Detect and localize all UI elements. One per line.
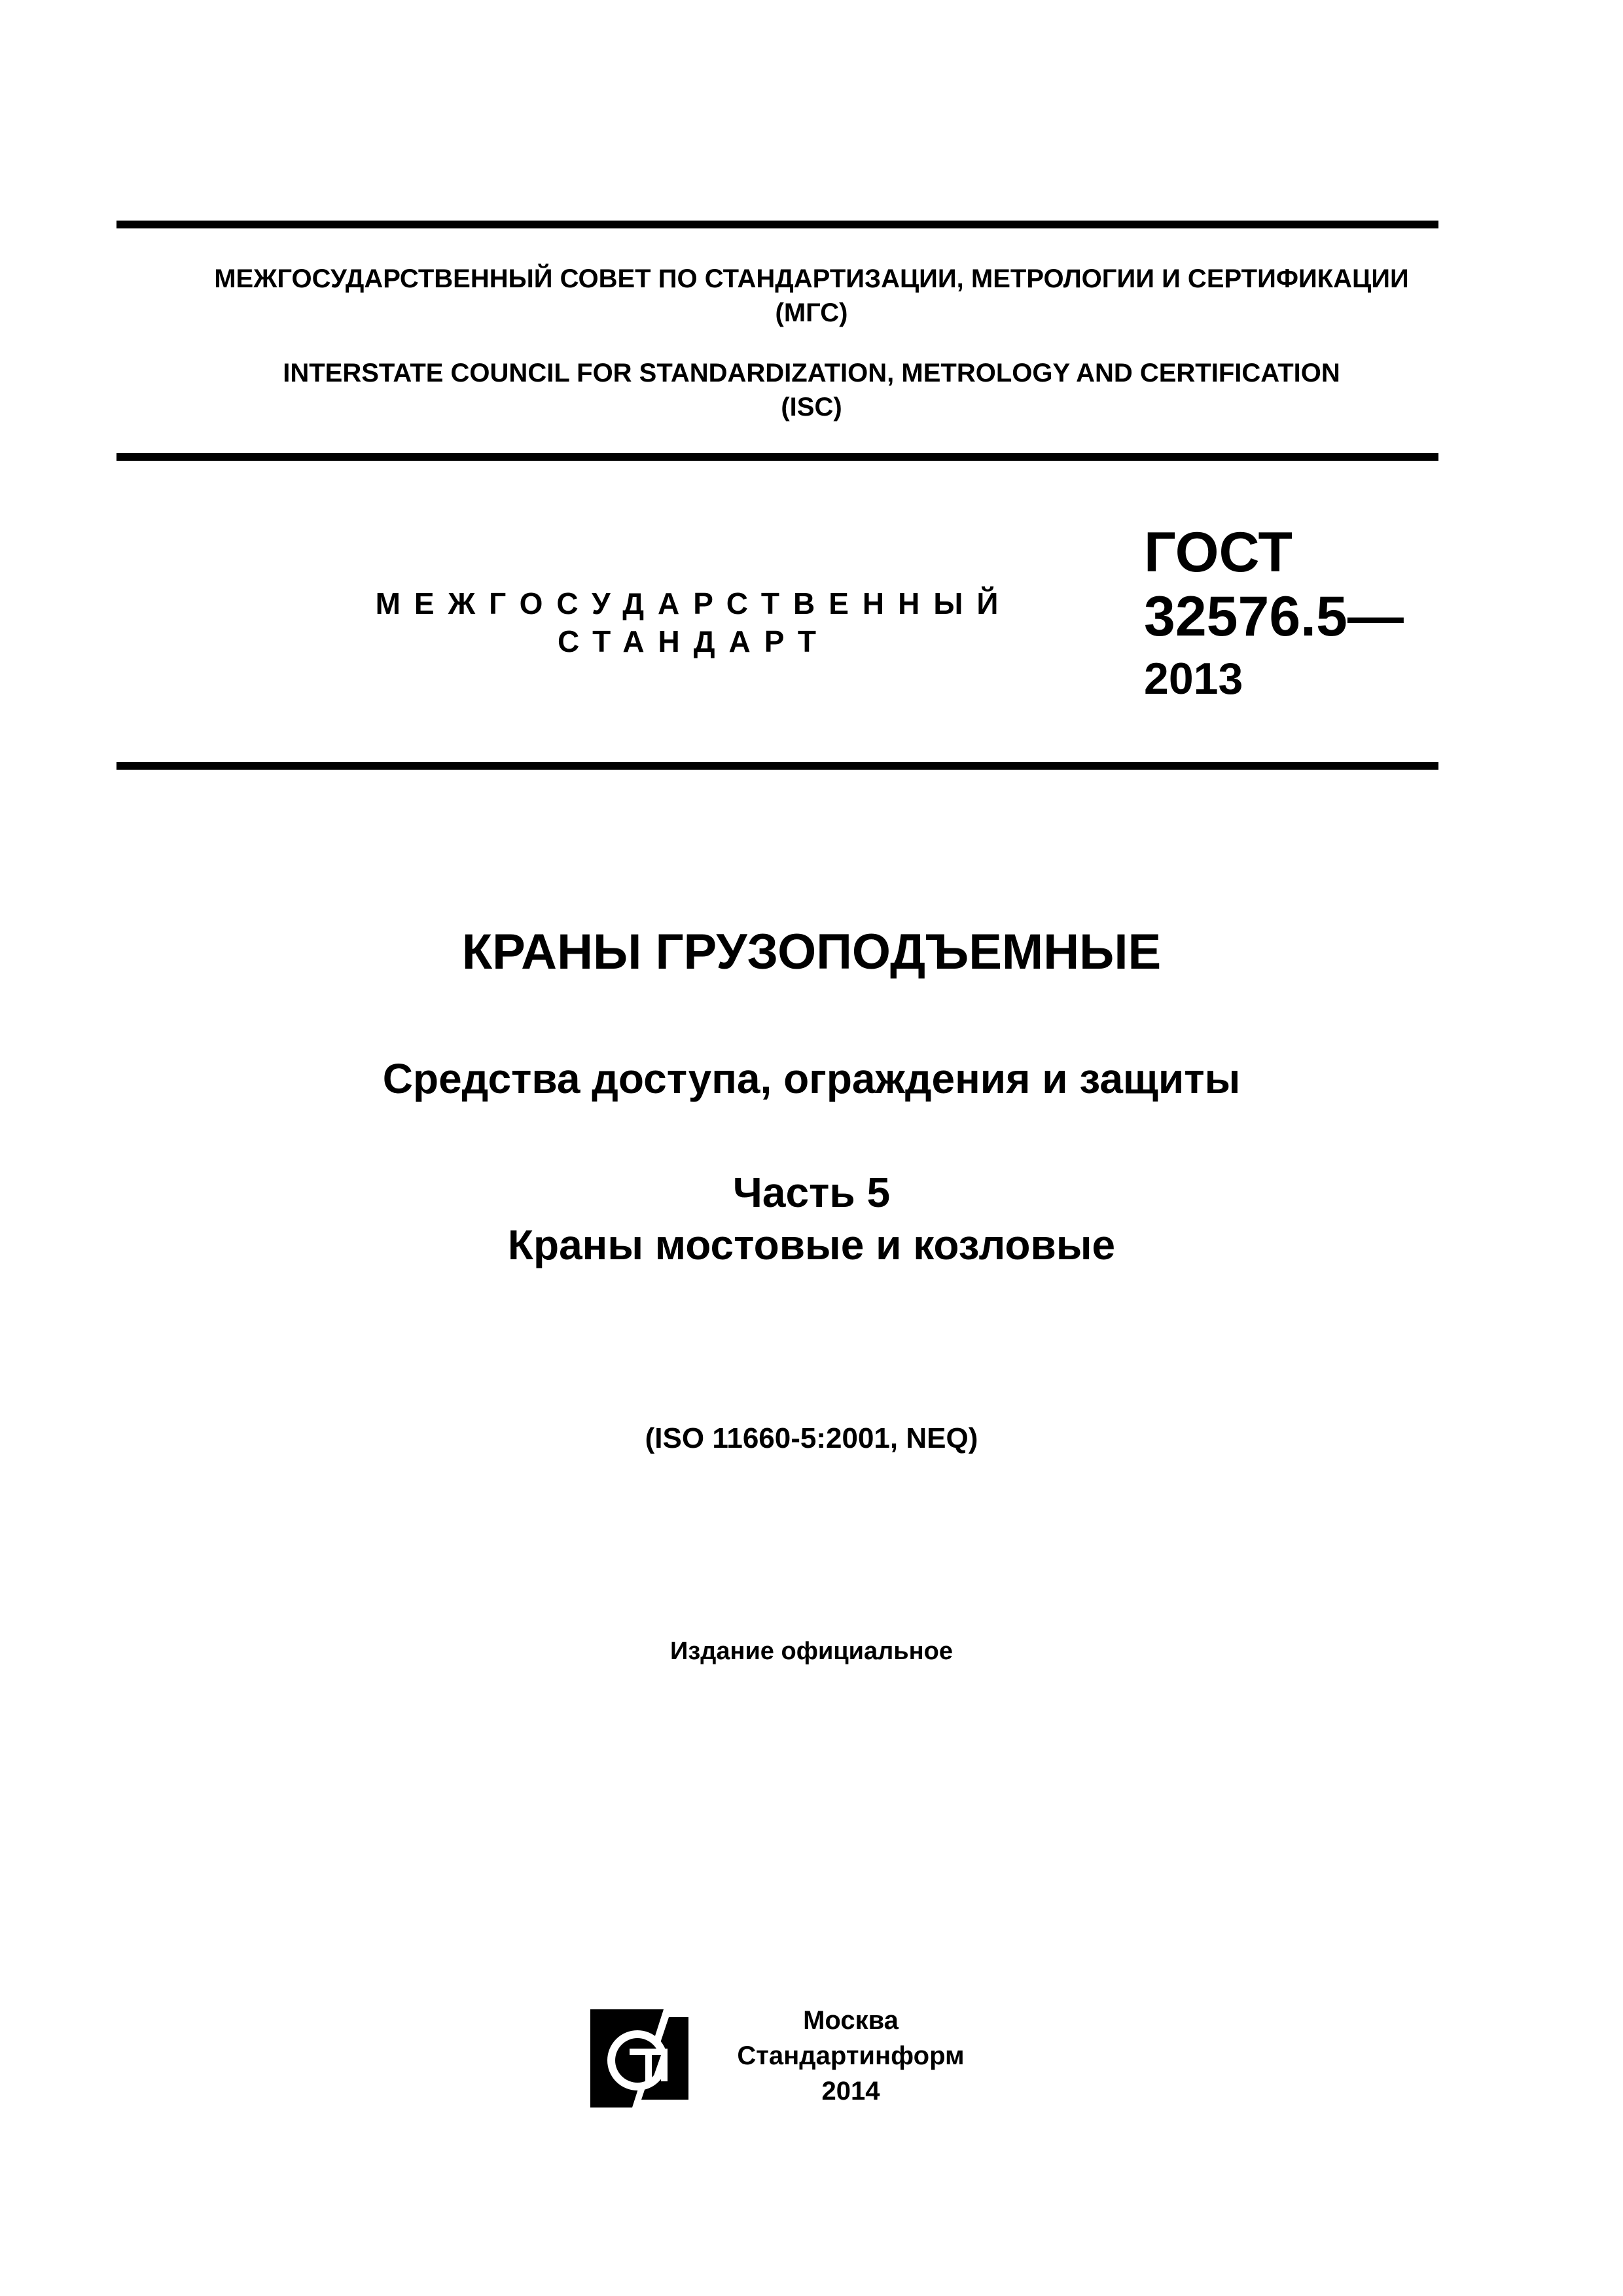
publisher-city: Москва [803,2006,899,2035]
part-number: Часть 5 [732,1169,891,1216]
gost-designation [1144,520,1404,709]
publisher-imprint [720,2003,982,2109]
edition-label: Издание официальное [670,1638,953,1665]
document-subtitle: Средства доступа, ограждения и защиты [382,1055,1241,1102]
gost-year: 2013 [1144,654,1243,704]
document-title: КРАНЫ ГРУЗОПОДЪЕМНЫЕ [461,924,1162,980]
top-divider [116,221,1438,228]
council-abbr-en: (ISC) [781,393,842,422]
publisher-name: Стандартинформ [737,2041,965,2070]
standard-type-line2: СТАНДАРТ [558,624,830,658]
header-divider [116,453,1438,461]
council-name-ru: МЕЖГОСУДАРСТВЕННЫЙ СОВЕТ ПО СТАНДАРТИЗАЦИИ, МЕТРОЛОГИИ И СЕРТИФИКАЦИИ [214,264,1409,293]
iso-reference: (ISO 11660-5:2001, NEQ) [645,1422,978,1454]
standartinform-logo-icon [590,2009,695,2108]
council-name-en: INTERSTATE COUNCIL FOR STANDARDIZATION, METROLOGY AND CERTIFICATION [283,359,1340,387]
publisher-year: 2014 [821,2077,880,2106]
designation-divider [116,762,1438,770]
standard-type-line1: МЕЖГОСУДАРСТВЕННЫЙ [375,586,1012,620]
gost-number: 32576.5— [1144,585,1404,648]
part-title: Краны мостовые и козловые [507,1221,1116,1268]
gost-label: ГОСТ [1144,521,1293,584]
council-abbr-ru: (МГС) [775,298,848,327]
